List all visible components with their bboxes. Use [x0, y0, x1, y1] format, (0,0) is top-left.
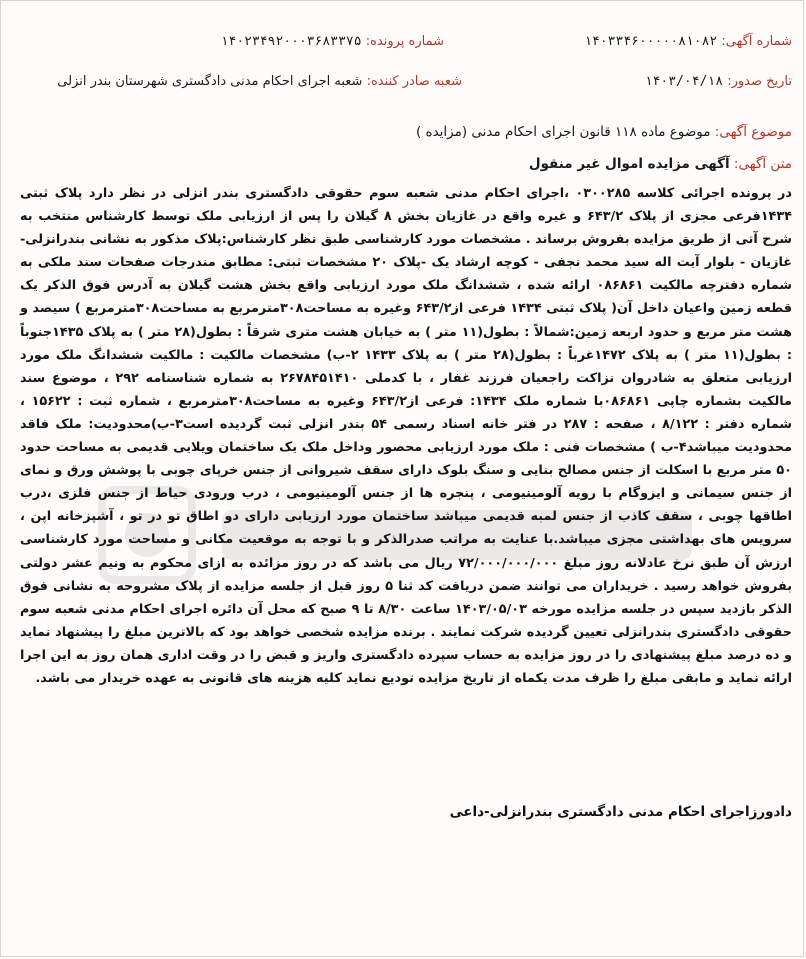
issuer-value: شعبه اجرای احکام مدنی دادگستری شهرستان بندر انزلی: [57, 74, 363, 89]
issue-date-label: تاریخ صدور:: [727, 74, 792, 89]
subject-field: [416, 124, 792, 140]
issue-date-field: [645, 74, 792, 89]
issuer-field: [57, 74, 462, 89]
ad-text-label: متن آگهی:: [733, 156, 792, 172]
issuer-label: شعبه صادر کننده:: [366, 74, 462, 89]
case-number-field: [221, 34, 444, 49]
issue-date-value: ۱۴۰۳/۰۴/۱۸: [644, 74, 724, 89]
subject-label: موضوع آگهی:: [714, 124, 792, 140]
ad-number-field: [584, 34, 792, 49]
ad-number-label: شماره آگهی:: [721, 34, 792, 49]
ad-text-value: آگهی مزایده اموال غیر منقول: [528, 156, 730, 172]
signature: دادورزاجرای احکام مدنی دادگستری بندرانزلی-داعی: [449, 804, 792, 820]
subject-value: موضوع ماده ۱۱۸ قانون اجرای احکام مدنی (مزایده ): [415, 124, 711, 140]
ad-number-value: ۱۴۰۳۳۴۶۰۰۰۰۰۸۱۰۸۲: [584, 34, 718, 49]
ad-text-field: [529, 156, 792, 172]
case-number-value: ۱۴۰۲۳۴۹۲۰۰۰۳۶۸۳۳۷۵: [220, 34, 362, 49]
case-number-label: شماره پرونده:: [365, 34, 444, 49]
auction-notice-body: در پرونده اجرائی کلاسه ۰۳۰۰۲۸۵ ،اجرای احکام مدنی شعبه سوم حقوقی دادگستری بندر انزلی در نظر دارد پلاک ثبتی ۱۴۳۴فرعی مجزی از پلاک ۶۴۳/۲ و غیره واقع در غازیان بخش ۸ گیلان را پس از ارزیابی ملک توسط کارشناس منتخب به شرح آتی از طریق مزایده بفروش برساند . مشخصات مورد کارشناسی طبق نظر کارشناس:پلاک مذکور به نشانی بندرانزلی-غازیان - بلوار آیت اله سید محمد نجفی - کوچه ارشاد یک -پلاک ۲۰ مشخصات ثبتی: مطابق مندرجات صفحات سند ملکی به شماره دفترچه مالکیت ۰۸۶۸۶۱ ارائه شده ، ششدانگ ملک مورد ارزیابی واقع بخش هشت گیلان به آدرس فوق الذکر یک قطعه زمین واعیان داخل آن( پلاک ثبتی ۱۴۳۴ فرعی از۶۴۳/۲ وغیره به مساحت۳۰۸مترمربع به مساحت۳۰۸مترمربع ) سیصد و هشت متر مربع و حدود اربعه زمین:شمالاً : بطول(۱۱ متر ) به خیابان هشت متری شرقاً : بطول(۲۸ متر ) به پلاک ۱۴۳۵جنوباً : بطول(۱۱ متر ) به پلاک ۱۴۷۲غرباً : بطول(۲۸ متر ) به پلاک ۱۴۳۳ ۲-ب) مشخصات مالکیت : مالکیت ششدانگ ملک مورد ارزیابی متعلق به شادروان نزاکت راجعیان فرزند غفار ، با کدملی ۲۶۷۸۴۵۱۴۱۰ به شماره شناسنامه ۲۹۲ ، موضوع سند مالکیت بشماره چاپی ۰۸۶۸۶۱با شماره ملک ۱۴۳۴: فرعی از۶۴۳/۲ وغیره به مساحت۳۰۸مترمربع ، شماره ثبت : ۱۵۶۲۲ ، شماره دفتر : ۸/۱۲۲ ، صفحه : ۲۸۷ در فتر خانه اسناد رسمی ۵۴ بندر انزلی ثبت گردیده است۳-ب)محدودیت: ملک فاقد محدودیت میباشد۴-ب ) مشخصات فنی : ملک مورد ارزیابی محصور وداخل ملک یک ساختمان ویلایی قدیمی به مساحت حدود ۵۰ متر مربع با اسکلت از جنس مصالح بنایی و سنگ بلوک دارای سقف شیروانی از جنس خرپای چوبی با پوشش ورق و نمای از جنس سیمانی و ایزوگام با رویه آلومینیومی ، پنجره ها از جنس آلومینیومی ، درب ورودی حیاط از جنس فلزی ،درب اطاقها چوبی ، سقف کاذب از جنس لمبه قدیمی میباشد ساختمان مورد ارزیابی دارای دو اطاق تو در تو ، آشپزخانه اپن ، سرویس های بهداشتی مجزی میباشد.با عنایت به مراتب صدرالذکر و با توجه به موقعیت مکانی و مساحت مورد کارشناسی ارزش آن طبق نرخ عادلانه روز مبلغ ۷۲/۰۰۰/۰۰۰/۰۰۰ ریال می باشد که در روز مزائده به ازای محکوم به ونیم عشر دولتی بفروش خواهد رسید . خریداران می توانند ضمن دریافت کد ثنا ۵ روز قبل از جلسه مزایده از پلاک مشروحه به نشانی فوق الذکر بازدید سپس در جلسه مزایده مورخه ۱۴۰۳/۰۵/۰۳ ساعت ۸/۳۰ تا ۹ صبح که محل آن دائره اجرای احکام مدنی شعبه سوم حقوقی دادگستری بندرانزلی تعیین گردیده شرکت نمایند . برنده مزایده شخصی خواهد بود که بالاترین مبلغ را پیشنهاد نماید و ده درصد مبلغ پیشنهادی را در روز مزایده به حساب سپرده دادگستری واریز و قبض را در وقت اداری همان روز به این اجرا ارائه نماید و مابقی مبلغ را ظرف مدت یکماه از تاریخ مزایده تودیع نماید کلیه هزینه های قانونی به عهده خریدار می باشد.: [20, 186, 792, 686]
